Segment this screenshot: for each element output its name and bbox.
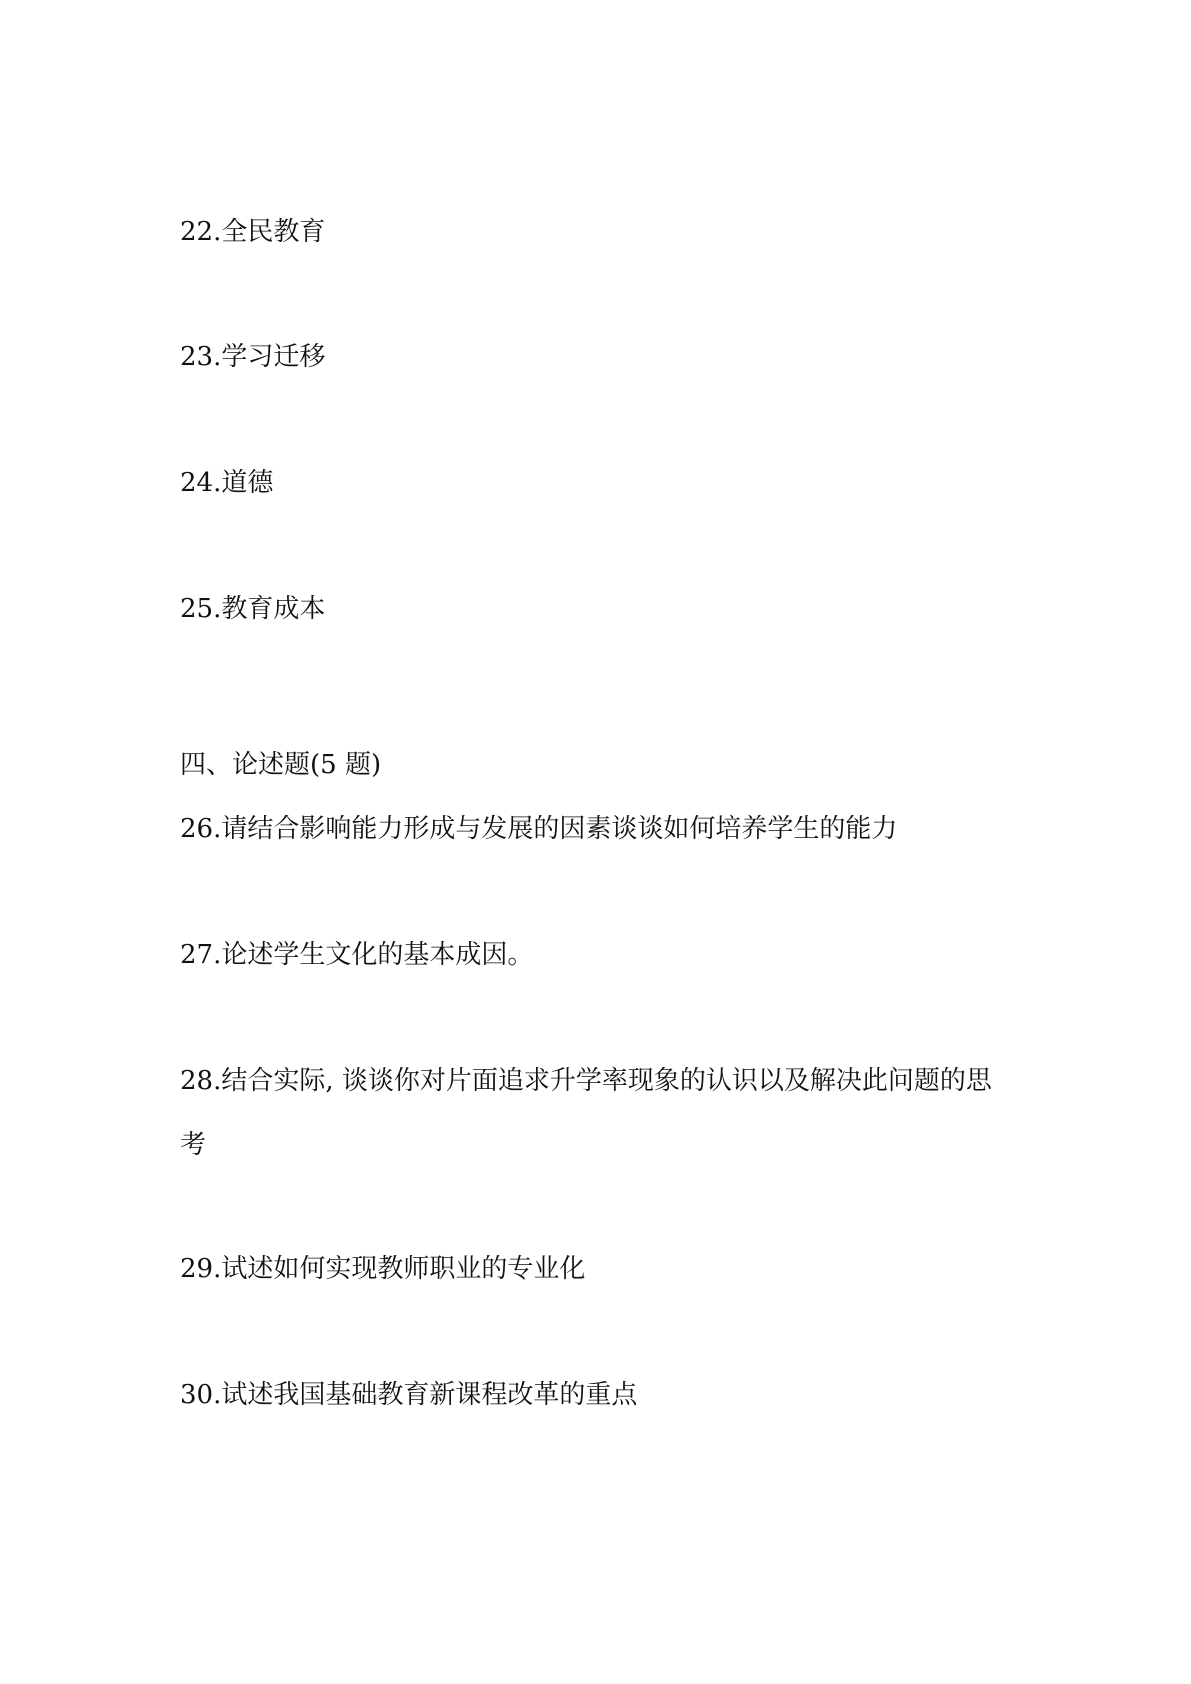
section-heading: 四、论述题(5 题) xyxy=(180,750,382,780)
question-28-line-2: 考 xyxy=(180,1130,207,1160)
question-27: 27.论述学生文化的基本成因。 xyxy=(180,940,534,970)
question-24: 24.道德 xyxy=(180,468,274,498)
question-29: 29.试述如何实现教师职业的专业化 xyxy=(180,1254,586,1284)
question-22: 22.全民教育 xyxy=(180,217,326,247)
question-25: 25.教育成本 xyxy=(180,594,326,624)
question-30: 30.试述我国基础教育新课程改革的重点 xyxy=(180,1380,638,1410)
question-26: 26.请结合影响能力形成与发展的因素谈谈如何培养学生的能力 xyxy=(180,814,898,844)
question-28-line-1: 28.结合实际, 谈谈你对片面追求升学率现象的认识以及解决此问题的思 xyxy=(180,1066,992,1096)
question-23: 23.学习迁移 xyxy=(180,342,326,372)
